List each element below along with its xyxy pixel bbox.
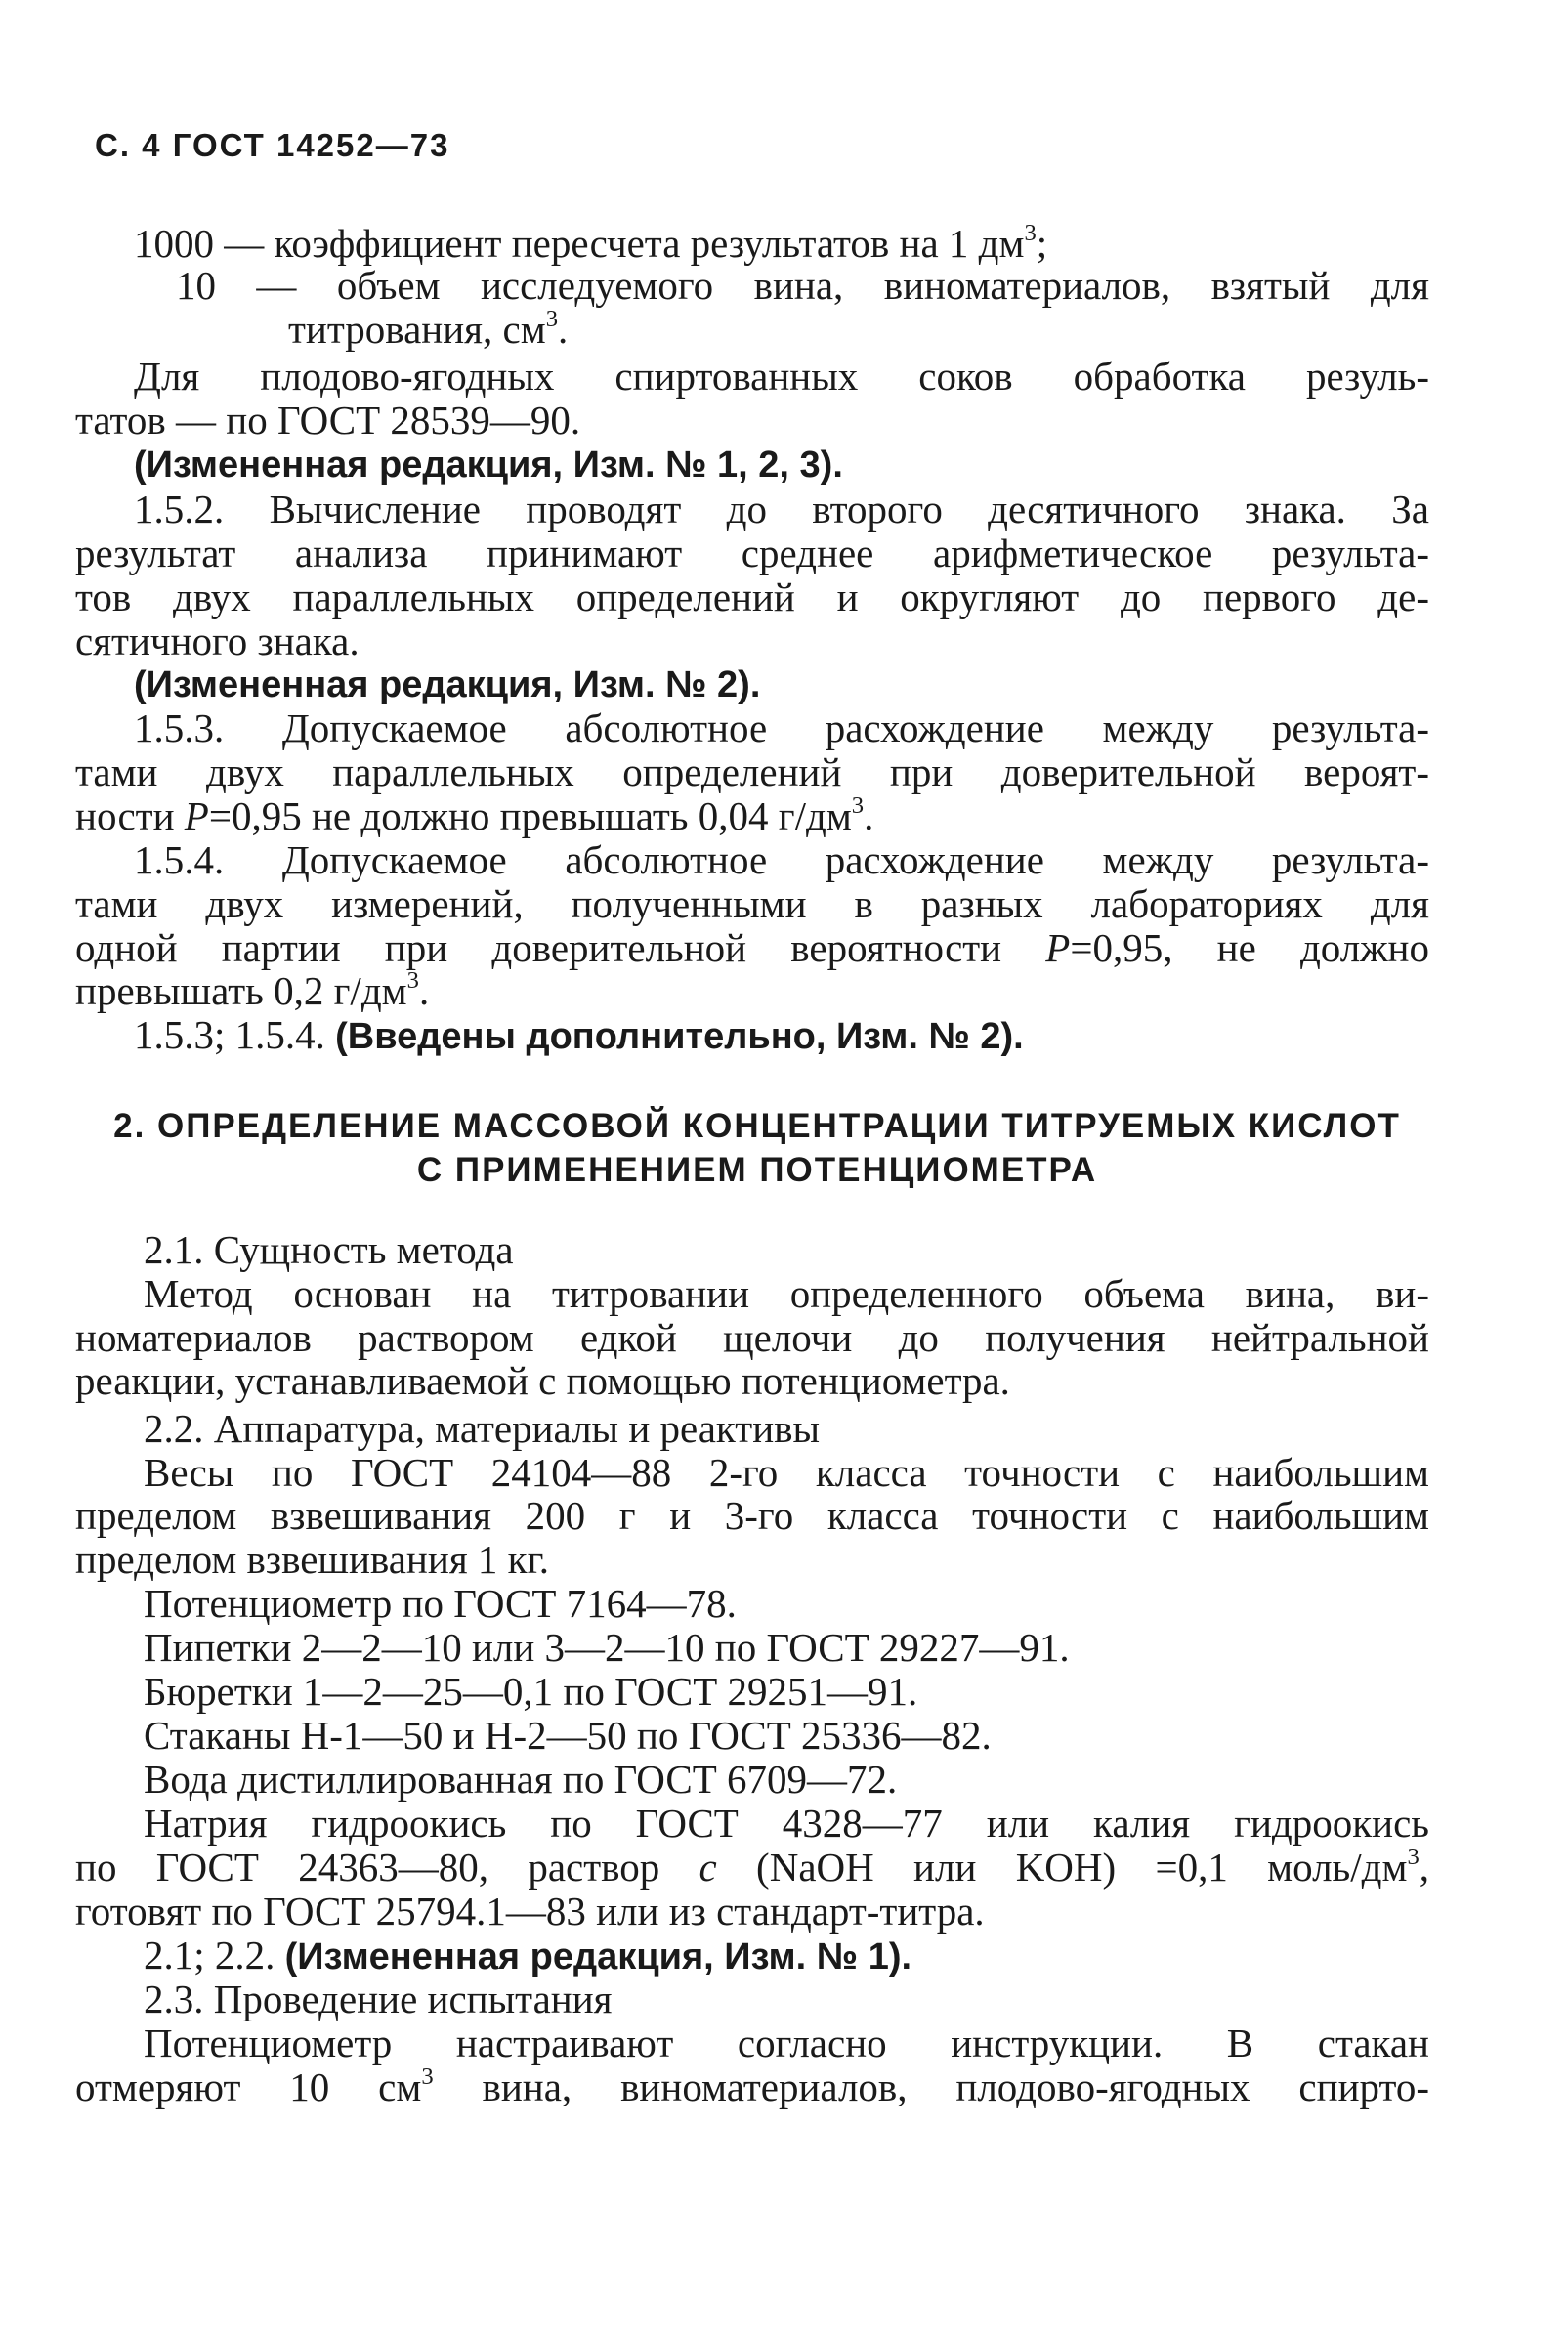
text-line: тами двух измерений, полученными в разных лабораториях для <box>75 881 1429 926</box>
text-line: пределом взвешивания 1 кг. <box>75 1537 550 1582</box>
text-line: сятичного знака. <box>75 618 360 663</box>
text-line: превышать 0,2 $г/дм^3$. <box>75 967 430 1013</box>
legend-10-cont: титрования, $см^3$. <box>288 306 569 352</box>
legend-10: 10 — объем исследуемого вина, виноматериалов, взятый для <box>176 263 1429 308</box>
list-item: Вода дистиллированная по ГОСТ 6709—72. <box>144 1757 898 1802</box>
list-item: Бюретки 1—2—25—0,1 по ГОСТ 29251—91. <box>144 1669 918 1714</box>
text-line: одной партии при доверительной вероятности P=0,95, не должно <box>75 925 1429 970</box>
text-line: Весы по ГОСТ 24104—88 2-го класса точности с наибольшим <box>144 1450 1429 1495</box>
text-line: по ГОСТ 24363—80, раствор c (NaOH или KOH) =0,1 моль/$дм^3$, <box>75 1844 1429 1890</box>
subsection-title: 2.3. Проведение испытания <box>144 1977 613 2021</box>
list-item: Пипетки 2—2—10 или 3—2—10 по ГОСТ 29227—91. <box>144 1625 1070 1670</box>
text-line: ности P=0,95 не должно превышать 0,04 $г/дм^3$. <box>75 792 874 838</box>
text-line: 1.5.2. Вычисление проводят до второго десятичного знака. За <box>134 487 1429 532</box>
amendment-note: (Измененная редакция, Изм. № 1, 2, 3). <box>134 445 843 486</box>
text-line: Метод основан на титровании определенного объема вина, ви- <box>144 1271 1429 1316</box>
amendment-note: 2.1; 2.2. (Измененная редакция, Изм. № 1). <box>144 1933 912 1978</box>
text-line: номатериалов раствором едкой щелочи до получения нейтральной <box>75 1315 1429 1360</box>
amendment-note: (Измененная редакция, Изм. № 2). <box>134 664 761 705</box>
section-title: 2. ОПРЕДЕЛЕНИЕ МАССОВОЙ КОНЦЕНТРАЦИИ ТИТРУЕМЫХ КИСЛОТ <box>113 1107 1401 1145</box>
text-line: татов — по ГОСТ 28539—90. <box>75 398 581 443</box>
subsection-title: 2.2. Аппаратура, материалы и реактивы <box>144 1406 821 1451</box>
amendment-note: 1.5.3; 1.5.4. (Введены дополнительно, Изм. № 2). <box>134 1012 1024 1057</box>
text-line: результат анализа принимают среднее арифметическое результа- <box>75 531 1429 575</box>
section-title: С ПРИМЕНЕНИЕМ ПОТЕНЦИОМЕТРА <box>416 1151 1098 1189</box>
legend-1000: 1000 — коэффициент пересчета результатов на 1 $дм^3$; <box>134 220 1048 266</box>
text-line: Для плодово-ягодных спиртованных соков обработка резуль- <box>134 354 1429 399</box>
list-item: Натрия гидроокись по ГОСТ 4328—77 или калия гидроокись <box>144 1801 1429 1846</box>
list-item: Стаканы Н-1—50 и Н-2—50 по ГОСТ 25336—82. <box>144 1713 992 1758</box>
text-line: тами двух параллельных определений при доверительной вероят- <box>75 749 1429 794</box>
text-line: реакции, устанавливаемой с помощью потенциометра. <box>75 1358 1010 1403</box>
text-line: 1.5.4. Допускаемое абсолютное расхождение между результа- <box>134 837 1429 882</box>
page-header: С. 4 ГОСТ 14252—73 <box>95 127 450 163</box>
subsection-title: 2.1. Сущность метода <box>144 1227 514 1272</box>
text-line: Потенциометр настраивают согласно инструкции. В стакан <box>144 2021 1429 2065</box>
text-line: пределом взвешивания 200 г и 3-го класса точности с наибольшим <box>75 1493 1429 1538</box>
list-item: Потенциометр по ГОСТ 7164—78. <box>144 1581 737 1626</box>
text-line: тов двух параллельных определений и округляют до первого де- <box>75 574 1429 619</box>
text-line: готовят по ГОСТ 25794.1—83 или из стандарт-титра. <box>75 1889 985 1934</box>
text-line: 1.5.3. Допускаемое абсолютное расхождение между результа- <box>134 705 1429 750</box>
text-line: отмеряют 10 $см^3$ вина, виноматериалов, плодово-ягодных спирто- <box>75 2063 1430 2109</box>
